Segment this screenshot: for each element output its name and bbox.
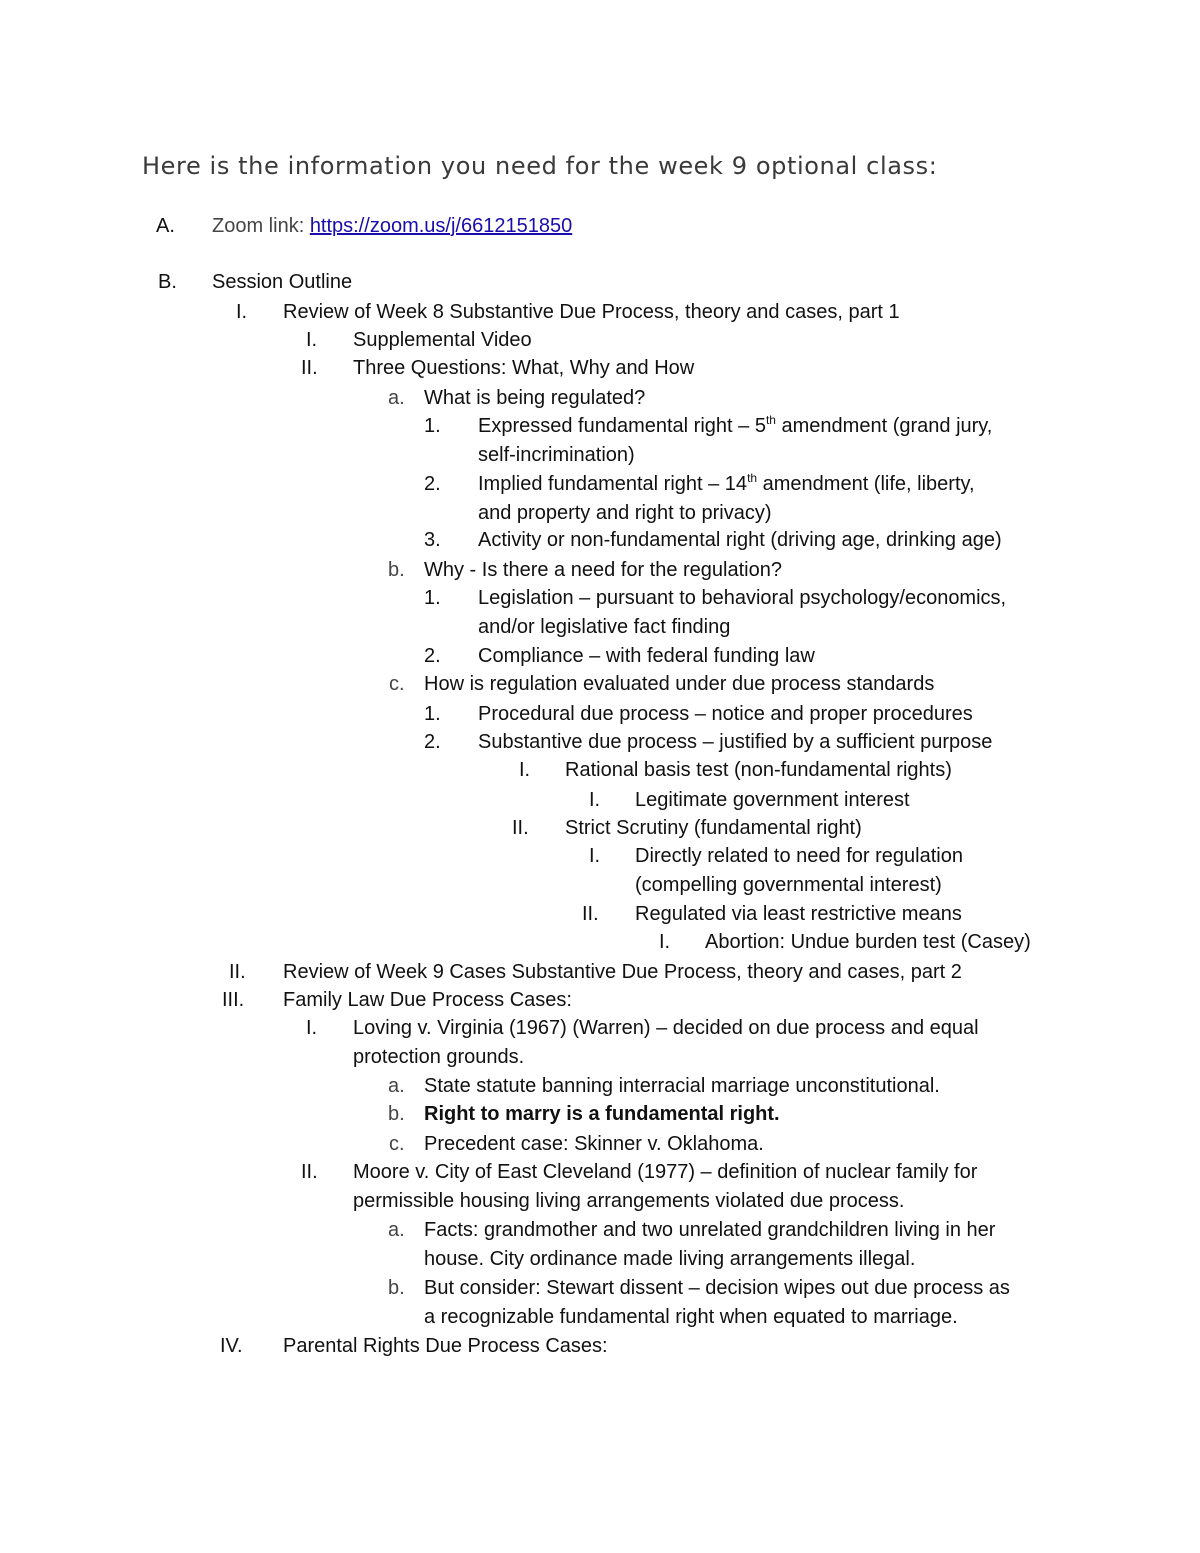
list-item-continuation: and property and right to privacy) (478, 502, 772, 524)
text-part: amendment (life, liberty, (757, 473, 975, 495)
list-item (0, 1332, 1200, 1360)
session-outline-heading (0, 268, 1200, 296)
list-item (0, 642, 1200, 670)
list-item (0, 1072, 1200, 1100)
zoom-line (212, 212, 572, 240)
list-item (0, 412, 1200, 468)
list-item (0, 928, 1200, 956)
list-marker: a. (388, 1075, 405, 1097)
list-item-text: Review of Week 9 Cases Substantive Due Process, theory and cases, part 2 (283, 961, 962, 983)
list-marker: B. (158, 271, 177, 293)
list-marker: a. (388, 1219, 405, 1241)
list-item-text: Family Law Due Process Cases: (283, 989, 572, 1011)
list-marker: II. (229, 961, 246, 983)
list-marker: 3. (424, 529, 441, 551)
list-marker: I. (306, 329, 318, 351)
list-item-text: Right to marry is a fundamental right. (424, 1103, 780, 1125)
list-item-text: But consider: Stewart dissent – decision wipes out due process as (424, 1277, 1010, 1299)
list-item (0, 384, 1200, 412)
list-marker: II. (582, 903, 599, 925)
list-marker: I. (589, 789, 601, 811)
list-marker: A. (156, 215, 175, 237)
list-item-text: State statute banning interracial marriage unconstitutional. (424, 1075, 940, 1097)
list-marker: 1. (424, 703, 441, 725)
list-item-continuation: and/or legislative fact finding (478, 616, 731, 638)
list-item (0, 298, 1200, 326)
superscript: th (765, 413, 776, 427)
zoom-item (0, 212, 1200, 240)
list-marker: III. (222, 989, 245, 1011)
list-item (0, 814, 1200, 842)
list-marker: 2. (424, 645, 441, 667)
list-item (0, 900, 1200, 928)
list-item-text: Facts: grandmother and two unrelated grandchildren living in her (424, 1219, 996, 1241)
list-marker: I. (659, 931, 671, 953)
list-marker: IV. (220, 1335, 243, 1357)
list-item-text: Compliance – with federal funding law (478, 645, 815, 667)
list-marker: b. (388, 1277, 405, 1299)
list-item (0, 1014, 1200, 1070)
list-item-continuation: protection grounds. (353, 1046, 525, 1068)
list-marker: a. (388, 387, 405, 409)
list-item-continuation: self-incrimination) (478, 444, 635, 466)
list-marker: I. (236, 301, 248, 323)
list-item-text: Activity or non-fundamental right (driving age, drinking age) (478, 529, 1002, 551)
list-item-text: Directly related to need for regulation (635, 845, 963, 867)
list-item (0, 1274, 1200, 1330)
list-item (0, 756, 1200, 784)
list-item-text: Substantive due process – justified by a sufficient purpose (478, 731, 993, 753)
list-item-text: Strict Scrutiny (fundamental right) (565, 817, 862, 839)
list-item-text: Supplemental Video (353, 329, 532, 351)
zoom-label: Zoom link: (212, 215, 310, 237)
list-item-text: Review of Week 8 Substantive Due Process, theory and cases, part 1 (283, 301, 900, 323)
list-item (0, 728, 1200, 756)
list-item-continuation: (compelling governmental interest) (635, 874, 942, 896)
superscript: th (747, 471, 758, 485)
list-item-text: Precedent case: Skinner v. Oklahoma. (424, 1133, 764, 1155)
text-part: Implied fundamental right – 14 (478, 473, 748, 495)
list-item (0, 584, 1200, 640)
list-marker: c. (389, 673, 405, 695)
list-item (0, 700, 1200, 728)
list-marker: I. (306, 1017, 318, 1039)
list-item (0, 354, 1200, 382)
list-item-continuation: house. City ordinance made living arrangements illegal. (424, 1248, 916, 1270)
list-item-text: Regulated via least restrictive means (635, 903, 962, 925)
zoom-link[interactable]: https://zoom.us/j/6612151850 (309, 215, 573, 237)
list-item (0, 470, 1200, 526)
list-item-text: Parental Rights Due Process Cases: (283, 1335, 608, 1357)
list-item (0, 670, 1200, 698)
list-item-text: Why - Is there a need for the regulation? (424, 559, 782, 581)
list-marker: II. (301, 1161, 318, 1183)
text-part: Expressed fundamental right – 5 (478, 415, 766, 437)
list-item-text: Loving v. Virginia (1967) (Warren) – decided on due process and equal (353, 1017, 979, 1039)
list-marker: 1. (424, 587, 441, 609)
list-item (0, 326, 1200, 354)
list-item-text: How is regulation evaluated under due process standards (424, 673, 935, 695)
text-part: amendment (grand jury, (775, 415, 993, 437)
list-item (0, 1100, 1200, 1128)
list-marker: 2. (424, 731, 441, 753)
list-marker: II. (512, 817, 529, 839)
list-item (0, 526, 1200, 554)
list-item-text: What is being regulated? (424, 387, 646, 409)
list-item (0, 1216, 1200, 1272)
list-marker: 1. (424, 415, 441, 437)
list-item-text: Legitimate government interest (635, 789, 910, 811)
list-marker: b. (388, 1103, 405, 1125)
list-item-text: Moore v. City of East Cleveland (1977) – definition of nuclear family for (353, 1161, 978, 1183)
list-item (0, 1130, 1200, 1158)
list-item-text (478, 470, 975, 498)
list-item-text: Procedural due process – notice and proper procedures (478, 703, 973, 725)
list-item-text: Legislation – pursuant to behavioral psychology/economics, (478, 587, 1007, 609)
list-marker: I. (589, 845, 601, 867)
list-item-continuation: permissible housing living arrangements violated due process. (353, 1190, 905, 1212)
list-item-text: Rational basis test (non-fundamental rights) (565, 759, 952, 781)
list-item (0, 1158, 1200, 1214)
page-title: Here is the information you need for the week 9 optional class: (142, 152, 938, 180)
list-marker: c. (389, 1133, 405, 1155)
list-item-text: Abortion: Undue burden test (Casey) (705, 931, 1031, 953)
list-item (0, 986, 1200, 1014)
list-marker: b. (388, 559, 405, 581)
list-item (0, 556, 1200, 584)
list-item (0, 842, 1200, 898)
list-item-text (478, 412, 992, 440)
list-marker: II. (301, 357, 318, 379)
list-marker: 2. (424, 473, 441, 495)
list-marker: I. (519, 759, 531, 781)
list-item (0, 786, 1200, 814)
list-item-text: Three Questions: What, Why and How (353, 357, 695, 379)
list-item-continuation: a recognizable fundamental right when equated to marriage. (424, 1306, 958, 1328)
list-item (0, 958, 1200, 986)
outline-heading-text: Session Outline (212, 271, 353, 293)
